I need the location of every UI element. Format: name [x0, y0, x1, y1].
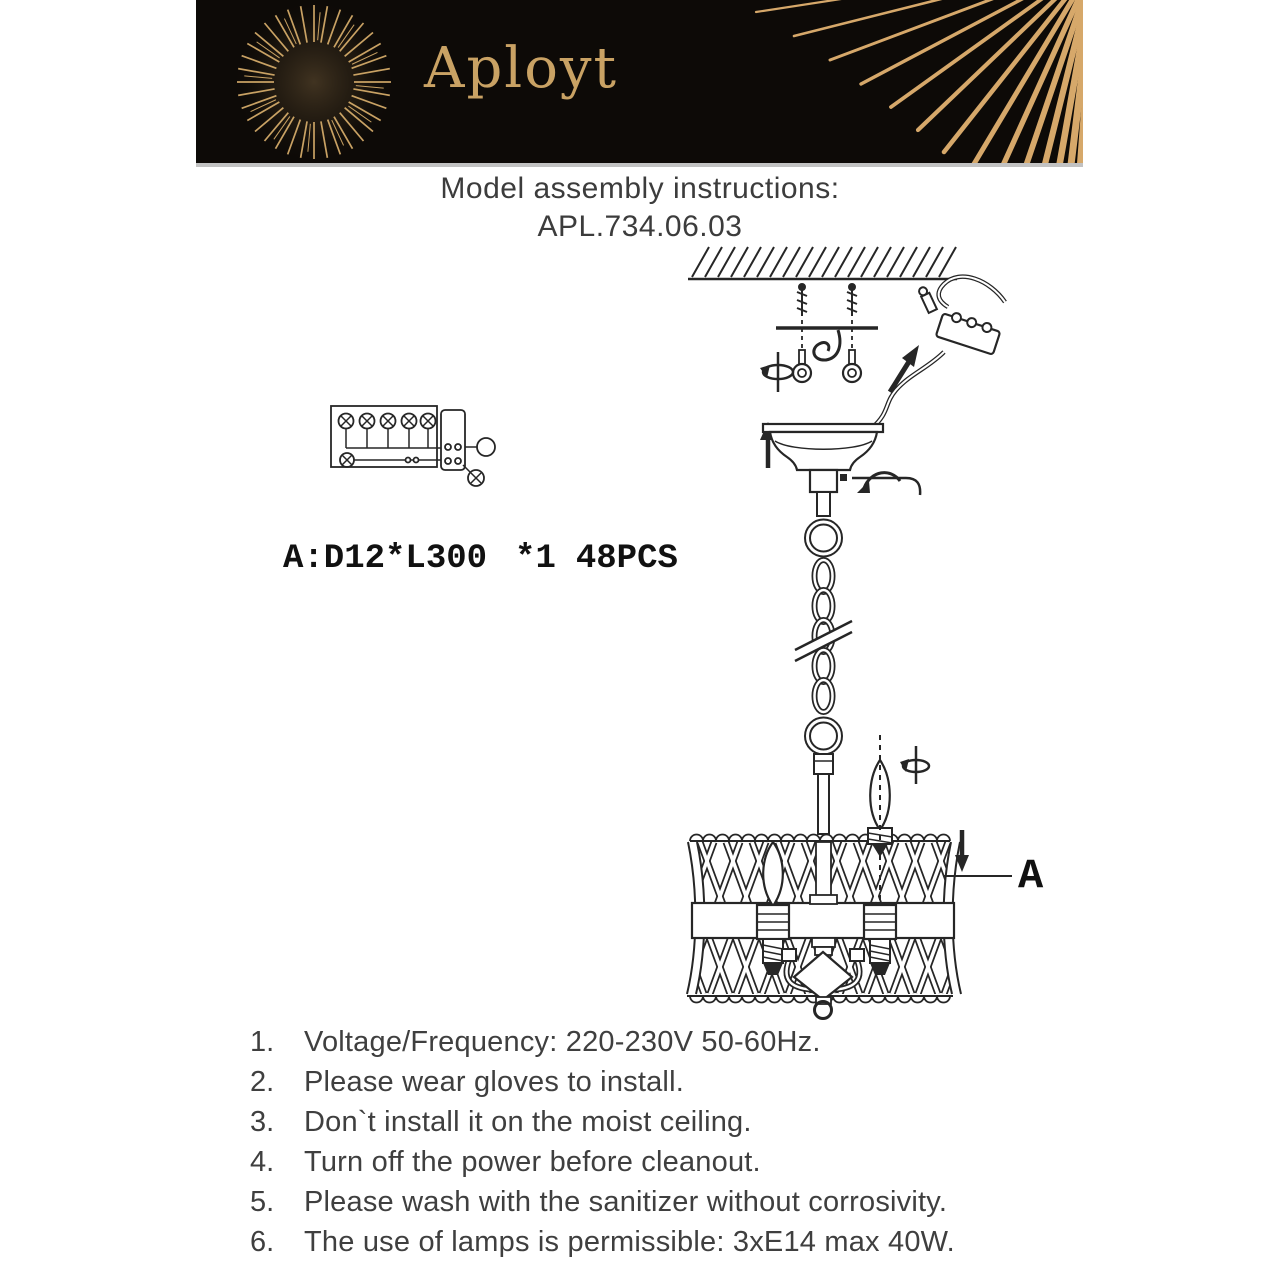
instruction-text: Voltage/Frequency: 220-230V 50-60Hz.	[304, 1025, 821, 1058]
part-spec-quantity: *1	[515, 540, 556, 578]
instruction-number: 6.	[250, 1225, 275, 1258]
wire-connector-block	[872, 277, 1005, 428]
instruction-number: 1.	[250, 1025, 275, 1058]
instruction-item	[250, 1022, 955, 1062]
instruction-number: 5.	[250, 1185, 275, 1218]
canopy	[760, 422, 883, 492]
rotate-symbol-top-icon	[760, 352, 793, 392]
instruction-number: 2.	[250, 1065, 275, 1098]
diagram-label-a: A	[1018, 852, 1044, 900]
instruction-item	[250, 1222, 955, 1262]
rotate-symbol-bulb-icon	[900, 746, 929, 784]
instruction-number: 4.	[250, 1145, 275, 1178]
instruction-number: 3.	[250, 1105, 275, 1138]
instruction-text: Turn off the power before cleanout.	[304, 1145, 761, 1178]
instruction-item	[250, 1102, 955, 1142]
arrow-up-right-icon	[890, 345, 919, 392]
page-title: Model assembly instructions:	[440, 172, 840, 205]
ceiling-hatch	[688, 247, 957, 279]
instruction-text: Please wash with the sanitizer without corrosivity.	[304, 1185, 948, 1218]
brand-logo-text: Aployt	[424, 36, 619, 101]
rotate-symbol-canopy-icon	[840, 473, 920, 495]
instruction-text: Please wear gloves to install.	[304, 1065, 684, 1098]
part-spec-code: A:D12*L300	[283, 540, 488, 578]
bottom-arms	[782, 949, 864, 1019]
instruction-item	[250, 1142, 955, 1182]
instructions-list	[250, 1022, 955, 1262]
instruction-text: The use of lamps is permissible: 3xE14 max 40W.	[304, 1225, 955, 1258]
instruction-item	[250, 1182, 955, 1222]
instruction-text: Don`t install it on the moist ceiling.	[304, 1105, 752, 1138]
wiring-schematic	[331, 406, 495, 486]
lamp-symbols	[339, 414, 436, 429]
model-number: APL.734.06.03	[537, 210, 743, 243]
suspension-chain	[795, 492, 852, 834]
instruction-item	[250, 1062, 955, 1102]
part-a-pointer	[944, 830, 1012, 876]
lamp-socket-right	[864, 905, 896, 975]
anchor-screw-right	[843, 284, 861, 382]
part-spec-label	[283, 540, 678, 578]
anchor-screw-left	[793, 284, 811, 382]
mounting-bracket-hook	[776, 328, 878, 360]
part-spec-pieces: 48PCS	[575, 540, 678, 578]
